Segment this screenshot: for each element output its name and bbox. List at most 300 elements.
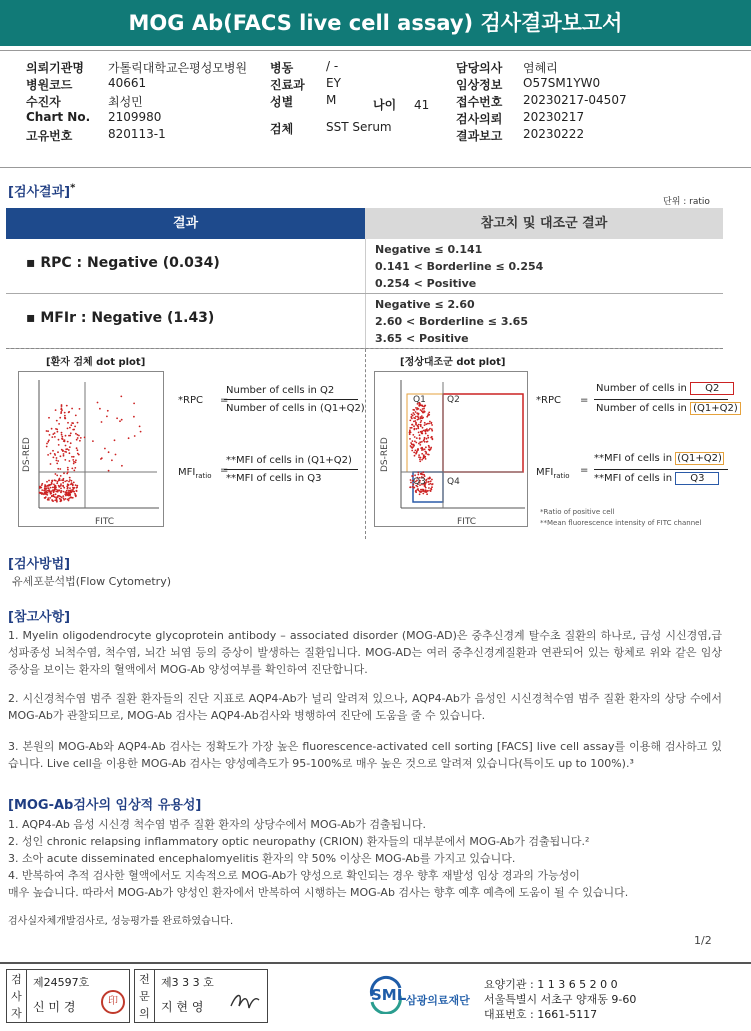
cell-dot [420,447,422,449]
header-label: 진료과 [270,78,305,92]
cell-dot [421,441,423,443]
cell-dot [52,450,54,452]
cell-dot [412,415,414,417]
cell-dot [133,403,135,405]
logo-text: SML [371,986,407,1004]
cell-dot [49,434,51,436]
cell-dot [49,497,51,499]
cell-dot [120,396,122,398]
verifier-name: 지 현 영 [161,1000,204,1014]
cell-dot [416,409,418,411]
cell-dot [68,481,70,483]
cell-dot [411,447,413,449]
cell-dot [413,421,415,423]
cell-dot [139,426,141,428]
cell-dot [115,454,117,456]
cell-dot [418,454,420,456]
cell-dot [420,424,422,426]
header-value: O57SM1YW0 [523,76,601,90]
verifier-label: 전 문 의 [135,970,155,1022]
cell-dot [62,495,64,497]
cell-dot [76,487,78,489]
cell-dot [427,478,429,480]
examiner-label: 검 사 자 [7,970,27,1022]
cell-dot [65,495,67,497]
cell-dot [99,408,101,410]
cell-dot [55,473,57,475]
cell-dot [414,455,416,457]
mfi-denominator: **MFI of cells in Q3 [226,473,322,484]
cell-dot [410,445,412,447]
cell-dot [415,450,417,452]
age-row [373,96,429,113]
cell-dot [413,452,415,454]
cell-dot [409,432,411,434]
cell-dot [411,418,413,420]
cell-dot [64,412,66,414]
cell-dot [415,407,417,409]
cell-dot [56,498,58,500]
header-value: / - [326,59,339,73]
cell-dot [77,422,79,424]
examiner-box [6,969,130,1023]
cell-dot [50,490,52,492]
patient-info-header [0,50,751,168]
cell-dot [44,485,46,487]
cell-dot [44,489,46,491]
org-address: 서울특별시 서초구 양재동 9-60 [484,993,637,1006]
header-value: 20230217 [523,110,585,124]
cell-dot [422,405,424,407]
result-header: 결과 [6,208,365,239]
header-row [270,76,341,93]
cell-dot [65,451,67,453]
cell-dot [63,440,65,442]
cell-dot [65,435,67,437]
cell-dot [77,437,79,439]
cell-dot [51,480,53,482]
cell-dot [57,481,59,483]
cell-dot [429,448,431,450]
cell-dot [73,470,75,472]
cell-dot [47,499,49,501]
rpc-denominator: Number of cells in (Q1+Q2) [226,403,365,414]
cell-dot [416,412,418,414]
clinical-item-4-cont: 매우 높습니다. 따라서 MOG-Ab가 양성인 환자에서 반복하여 시행하는 MOG-Ab 검사는 향후 예후 예측에 도움이 될 수 있습니다. [8,886,629,899]
cell-dot [418,424,420,426]
clinical-item-4: 4. 반복하여 추적 검사한 혈액에서도 지속적으로 MOG-Ab가 양성으로 확인되는 경우 향후 재발성 임상 경과의 가능성이 [8,869,580,882]
cell-dot [56,501,58,503]
page-number: 1/2 [694,934,712,947]
cell-dot [424,424,426,426]
cell-dot [418,490,420,492]
patient-scatter [19,372,165,528]
header-row [270,120,392,137]
cell-dot [411,427,413,429]
cell-dot [425,431,427,433]
cell-dot [419,434,421,436]
cell-dot [46,446,48,448]
cell-dot [72,497,74,499]
cell-dot [60,412,62,414]
cell-dot [63,453,65,455]
header-row [456,59,558,76]
cell-dot [425,458,427,460]
cell-dot [427,481,429,483]
cell-dot [71,456,73,458]
cell-dot [61,432,63,434]
cell-dot [66,490,68,492]
cell-dot [430,437,432,439]
cell-dot [64,415,66,417]
cell-dot [428,423,430,425]
cell-dot [58,444,60,446]
cell-dot [73,487,75,489]
cell-dot [73,456,75,458]
cell-dot [47,430,49,432]
header-value: 20230217-04507 [523,93,627,107]
cell-dot [133,416,135,418]
cell-dot [48,488,50,490]
header-value: 가톨릭대학교은평성모병원 [108,61,248,75]
note-mfi: **Mean fluorescence intensity of FITC channel [540,519,702,527]
examiner-stamp-icon: 印 [101,990,125,1014]
cell-dot [56,463,58,465]
cell-dot [412,440,414,442]
cell-dot [426,481,428,483]
header-label: Chart No. [26,110,91,124]
header-label: 결과보고 [456,129,503,143]
cell-dot [67,487,69,489]
verifier-license: 제3 3 3 호 [161,976,214,989]
cell-dot [51,499,53,501]
cell-dot [46,494,48,496]
cell-dot [73,461,75,463]
cell-dot [419,458,421,460]
cell-dot [75,415,77,417]
cell-dot [128,437,130,439]
clinical-item-2: 2. 성인 chronic relapsing inflammatory optic neuropathy (CRION) 환자들의 대부분에서 MOG-Ab가 검출됩니다.² [8,835,590,848]
cell-dot [47,441,49,443]
cell-dot [55,480,57,482]
cell-dot [409,433,411,435]
cell-dot [426,493,428,495]
cell-dot [59,468,61,470]
cell-dot [72,484,74,486]
cell-dot [58,495,60,497]
cell-dot [70,432,72,434]
header-label: 의뢰기관명 [26,61,84,75]
cell-dot [419,444,421,446]
cell-dot [427,490,429,492]
cell-dot [417,414,419,416]
cell-dot [53,457,55,459]
method-title: [검사방법] [8,557,71,572]
cell-dot [421,449,423,451]
header-label: 임상정보 [456,78,503,92]
cell-dot [416,437,418,439]
cell-dot [409,420,411,422]
cell-dot [414,440,416,442]
cell-dot [422,417,424,419]
cell-dot [411,424,413,426]
header-row [270,59,339,76]
cell-dot [70,497,72,499]
cell-dot [76,439,78,441]
cell-dot [424,441,426,443]
reference-header: 참고치 및 대조군 결과 [365,208,723,239]
cell-dot [48,417,50,419]
cell-dot [63,472,65,474]
cell-dot [121,419,123,421]
cell-dot [61,404,63,406]
cell-dot [114,439,116,441]
cell-dot [430,480,432,482]
cell-dot [421,453,423,455]
cell-dot [104,448,106,450]
cell-dot [116,417,118,419]
control-dot-plot [374,371,528,527]
cell-dot [56,482,58,484]
examiner-license: 제24597호 [33,976,90,989]
cell-dot [71,468,73,470]
cell-dot [134,435,136,437]
cell-dot [59,478,61,480]
cell-dot [61,479,63,481]
cell-dot [415,411,417,413]
cell-dot [54,496,56,498]
cell-dot [417,472,419,474]
cell-dot [60,483,62,485]
cell-dot [424,448,426,450]
cell-dot [75,459,77,461]
cell-dot [75,484,77,486]
control-rpc-label: *RPC [536,395,561,406]
cell-dot [57,451,59,453]
cell-dot [74,467,76,469]
cell-dot [66,405,68,407]
cell-dot [77,449,79,451]
cell-dot [45,496,47,498]
cell-dot [67,471,69,473]
header-row [456,93,627,110]
cell-dot [60,455,62,457]
cell-dot [73,482,75,484]
report-title: MOG Ab(FACS live cell assay) 검사결과보고서 [0,0,751,46]
clinical-item-1: 1. AQP4-Ab 음성 시신경 척수염 범주 질환 환자의 상당수에서 MOG-Ab가 검출됩니다. [8,818,426,831]
cell-dot [414,436,416,438]
cell-dot [65,448,67,450]
cell-dot [61,407,63,409]
header-row [270,93,337,110]
cell-dot [59,486,61,488]
cell-dot [50,493,52,495]
cell-dot [50,453,52,455]
header-row [26,127,166,144]
header-value: M [326,93,337,107]
cell-dot [56,496,58,498]
cell-dot [431,430,433,432]
cell-dot [422,471,424,473]
cell-dot [61,434,63,436]
cell-dot [68,491,70,493]
result-row-rpc [6,239,723,294]
cell-dot [429,421,431,423]
control-mfi-den: **MFI of cells in Q3 [594,473,719,484]
cell-dot [423,454,425,456]
cell-dot [140,431,142,433]
cell-dot [56,475,58,477]
cell-dot [44,488,46,490]
notes-title: [참고사항] [8,610,71,625]
cell-dot [54,500,56,502]
cell-dot [59,417,61,419]
org-tel: 대표번호 : 1661-5117 [484,1008,598,1021]
cell-dot [429,428,431,430]
cell-dot [428,446,430,448]
header-row [456,76,601,93]
cell-dot [62,438,64,440]
svg-text:Q2: Q2 [447,395,460,405]
cell-dot [414,414,416,416]
mfir-reference: Negative ≤ 2.60 2.60 < Borderline ≤ 3.65 3.65 < Positive [375,298,528,345]
cell-dot [421,430,423,432]
cell-dot [416,452,418,454]
svg-text:FITC: FITC [95,517,115,527]
cell-dot [414,474,416,476]
cell-dot [427,454,429,456]
cell-dot [413,417,415,419]
age-label: 나이 [373,98,397,112]
header-value: 2109980 [108,110,162,124]
control-scatter [375,372,529,528]
cell-dot [71,422,73,424]
cell-dot [431,422,433,424]
method-text: 유세포분석법(Flow Cytometry) [12,575,172,588]
note-paragraph-3: 3. 본원의 MOG-Ab와 AQP4-Ab 검사는 정확도가 가장 높은 fluorescence-activated cell sorting [FACS] live cell assay를 이용해 검사하고 있습니다. Live cell을 이용한 MOG-Ab 검사는 양성예측도가 95-100%로 매우 높은 것으로 알려져 있습니다(특이도 up to 100%).³ [8,740,722,770]
header-label: 접수번호 [456,95,503,109]
header-label: 성별 [270,95,294,109]
cell-dot [57,489,59,491]
cell-dot [74,493,76,495]
cell-dot [415,422,417,424]
control-mfi-num: **MFI of cells in (Q1+Q2) [594,453,722,464]
cell-dot [413,429,415,431]
cell-dot [410,482,412,484]
cell-dot [415,416,417,418]
cell-dot [430,488,432,490]
header-value: 최성민 [108,95,143,109]
header-value: SST Serum [326,120,392,134]
cell-dot [426,441,428,443]
cell-dot [57,468,59,470]
age-value: 41 [414,98,430,112]
cell-dot [422,427,424,429]
cell-dot [412,412,414,414]
cell-dot [47,497,49,499]
header-value: 820113-1 [108,127,166,141]
cell-dot [67,422,69,424]
control-rpc-den: Number of cells in (Q1+Q2) [596,403,741,414]
header-label: 병원코드 [26,78,73,92]
cell-dot [101,457,103,459]
cell-dot [47,492,49,494]
cell-dot [55,493,57,495]
cell-dot [415,442,417,444]
cell-dot [53,484,55,486]
cell-dot [57,460,59,462]
cell-dot [69,460,71,462]
cell-dot [59,498,61,500]
cell-dot [429,477,431,479]
cell-dot [422,493,424,495]
cell-dot [68,490,70,492]
cell-dot [63,455,65,457]
rpc-numerator: Number of cells in Q2 [226,385,335,396]
cell-dot [64,459,66,461]
cell-dot [61,490,63,492]
cell-dot [108,451,110,453]
cell-dot [417,449,419,451]
cell-dot [411,443,413,445]
cell-dot [419,437,421,439]
cell-dot [425,429,427,431]
cell-dot [423,410,425,412]
cell-dot [55,428,57,430]
cell-dot [56,457,58,459]
cell-dot [67,428,69,430]
cell-dot [64,418,66,420]
cell-dot [52,487,54,489]
cell-dot [61,436,63,438]
patient-dot-plot [18,371,164,527]
cell-dot [84,437,86,439]
cell-dot [421,490,423,492]
cell-dot [41,489,43,491]
cell-dot [75,433,77,435]
unit-label: 단위 : ratio [663,197,710,207]
cell-dot [46,430,48,432]
clinical-title: [MOG-Ab검사의 임상적 유용성] [8,798,202,813]
cell-dot [62,450,64,452]
header-value: 염혜리 [523,61,558,75]
cell-dot [80,437,82,439]
cell-dot [54,454,56,456]
cell-dot [418,432,420,434]
cell-dot [420,409,422,411]
cell-dot [56,420,58,422]
cell-dot [422,408,424,410]
cell-dot [106,416,108,418]
cell-dot [417,474,419,476]
cell-dot [417,416,419,418]
svg-text:Q3: Q3 [413,477,426,487]
header-row [26,59,248,76]
rpc-label: *RPC [178,395,203,406]
cell-dot [65,445,67,447]
signature-icon [227,988,263,1014]
cell-dot [419,460,421,462]
cell-dot [416,428,418,430]
cell-dot [69,494,71,496]
header-row [456,110,585,127]
cell-dot [41,484,43,486]
cell-dot [420,416,422,418]
cell-dot [47,454,49,456]
header-label: 검사의뢰 [456,112,503,126]
cell-dot [68,411,70,413]
cell-dot [51,428,53,430]
